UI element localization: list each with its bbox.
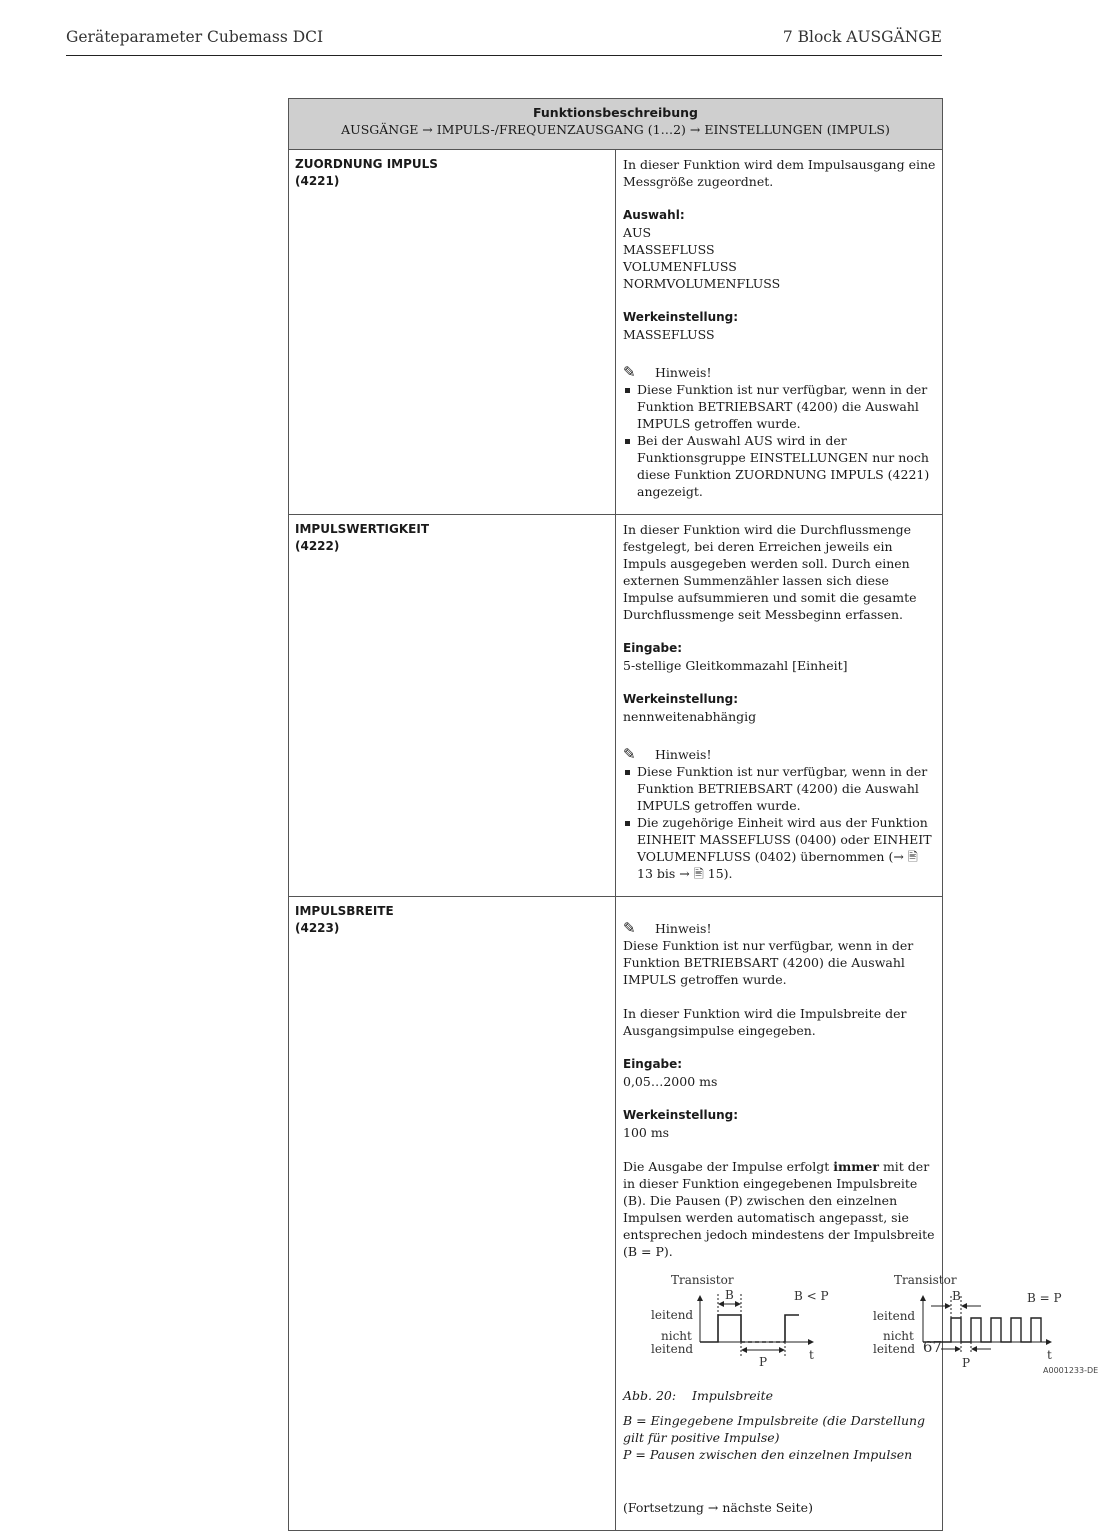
on-label: leitend [651,1308,694,1322]
choice-item: AUS [623,225,652,240]
function-code: (4223) [295,921,340,935]
b-label: B [725,1288,734,1302]
function-name-cell [289,515,616,897]
table-header [289,99,943,150]
t-label: t [809,1348,814,1362]
default-label: Werkeinstellung: [623,1108,739,1122]
note-label: Hinweis! [655,747,712,762]
off-label: leitend [651,1342,694,1356]
note-label: Hinweis! [655,921,712,936]
function-name-cell [289,150,616,515]
choice-item: VOLUMENFLUSS [623,259,737,274]
condition-label: B < P [794,1289,829,1303]
t-label: t [1047,1348,1052,1362]
page-number: 67 [922,1338,942,1356]
note-list [623,381,936,500]
list-item: Die zugehörige Einheit wird aus der Funktion EINHEIT MASSEFLUSS (0400) oder EINHEIT VOLUMENFLUSS (0402) übernommen (→ 🖹 13 bis → 🖹 15). [623,814,936,882]
off-label: leitend [873,1342,916,1356]
pencil-icon: ✎ [623,363,636,381]
pulse-width-diagram [623,1270,1099,1375]
function-description-cell [616,515,943,897]
function-code: (4221) [295,174,340,188]
default-value: MASSEFLUSS [623,327,715,342]
function-description-cell [616,150,943,515]
function-name-cell [289,897,616,1531]
input-value: 5-stellige Gleitkommazahl [Einheit] [623,658,848,673]
table-row [289,515,943,897]
p-label: P [759,1355,768,1369]
header-rule [66,55,942,56]
input-value: 0,05…2000 ms [623,1074,718,1089]
function-name: IMPULSWERTIGKEIT [295,522,430,536]
note-heading [623,920,936,937]
default-value: nennweitenabhängig [623,709,757,724]
header-right-title: 7 Block AUSGÄNGE [782,28,942,46]
pencil-icon: ✎ [623,745,636,763]
list-item: Bei der Auswahl AUS wird in der Funktionsgruppe EINSTELLUNGEN nur noch diese Funktion ZUORDNUNG IMPULS (4221) angezeigt. [623,432,936,500]
function-table [288,98,1099,1531]
list-item: Diese Funktion ist nur verfügbar, wenn in der Funktion BETRIEBSART (4200) die Auswahl IMPULS getroffen wurde. [623,763,936,814]
off-label: nicht [883,1329,914,1343]
function-name: ZUORDNUNG IMPULS [295,157,438,171]
figure-legend-p: P = Pausen zwischen den einzelnen Impulsen [623,1447,913,1462]
pulse-paragraph-part: Die Ausgabe der Impulse erfolgt [623,1159,834,1174]
right-transistor-label: Transistor [894,1273,957,1287]
condition-label: B = P [1027,1291,1062,1305]
description-intro: In dieser Funktion wird die Durchflussmenge festgelegt, bei deren Erreichen jeweils ein Impuls ausgegeben werden soll. Durch einen externen Summenzähler lassen sich diese Impulse aufsummieren und somit die gesamte Durchflussmenge seit Messbeginn erfassen. [623,522,917,622]
description-intro: In dieser Funktion wird dem Impulsausgang eine Messgröße zugeordnet. [623,157,936,189]
note-list [623,763,936,882]
note-heading [623,746,936,763]
function-code: (4222) [295,539,340,553]
header-left-title: Geräteparameter Cubemass DCI [66,28,324,46]
note-text: Diese Funktion ist nur verfügbar, wenn in der Funktion BETRIEBSART (4200) die Auswahl IMPULS getroffen wurde. [623,938,914,987]
choice-item: NORMVOLUMENFLUSS [623,276,781,291]
default-label: Werkeinstellung: [623,310,739,324]
pulse-signal [785,1315,799,1342]
default-label: Werkeinstellung: [623,692,739,706]
pulse-paragraph [623,1158,936,1260]
on-label: leitend [873,1309,916,1323]
note-label: Hinweis! [655,365,712,380]
table-header-path: AUSGÄNGE → IMPULS-/FREQUENZAUSGANG (1…2) → EINSTELLUNGEN (IMPULS) [341,122,890,137]
figure-caption [623,1387,936,1404]
note-heading [623,364,936,381]
pulse-signal [700,1315,741,1342]
caption-number: Abb. 20: [623,1388,677,1403]
figure-legend-b: B = Eingegebene Impulsbreite (die Darstellung gilt für positive Impulse) [623,1413,926,1445]
table-header-row [289,99,943,150]
off-label: nicht [661,1329,692,1343]
default-value: 100 ms [623,1125,670,1140]
input-label: Eingabe: [623,1057,683,1071]
table-row [289,897,943,1531]
list-item: Diese Funktion ist nur verfügbar, wenn in der Funktion BETRIEBSART (4200) die Auswahl IMPULS getroffen wurde. [623,381,936,432]
description-intro: In dieser Funktion wird die Impulsbreite der Ausgangsimpulse eingegeben. [623,1006,907,1038]
table-header-title: Funktionsbeschreibung [532,105,698,120]
left-transistor-label: Transistor [671,1273,734,1287]
choice-label: Auswahl: [623,208,685,222]
pulse-paragraph-part: mit der in dieser Funktion eingegebenen Impulsbreite (B). Die Pausen (P) zwischen den einzelnen Impulsen werden automatisch angepasst, sie entsprechen jedoch mindestens der Impulsbreite (B = P). [623,1159,935,1259]
pulse-paragraph-emphasis: immer [833,1159,879,1174]
function-name: IMPULSBREITE [295,904,394,918]
caption-text: Impulsbreite [692,1388,774,1403]
pulse-width-figure [623,1270,1099,1375]
input-label: Eingabe: [623,641,683,655]
function-description-cell [616,897,1099,1531]
figure-code: A0001233-DE [1043,1366,1099,1375]
continuation-note: (Fortsetzung → nächste Seite) [623,1500,813,1515]
choice-item: MASSEFLUSS [623,242,715,257]
b-label: B [952,1289,961,1303]
table-row [289,150,943,515]
p-label: P [962,1356,971,1370]
pencil-icon: ✎ [623,919,636,937]
